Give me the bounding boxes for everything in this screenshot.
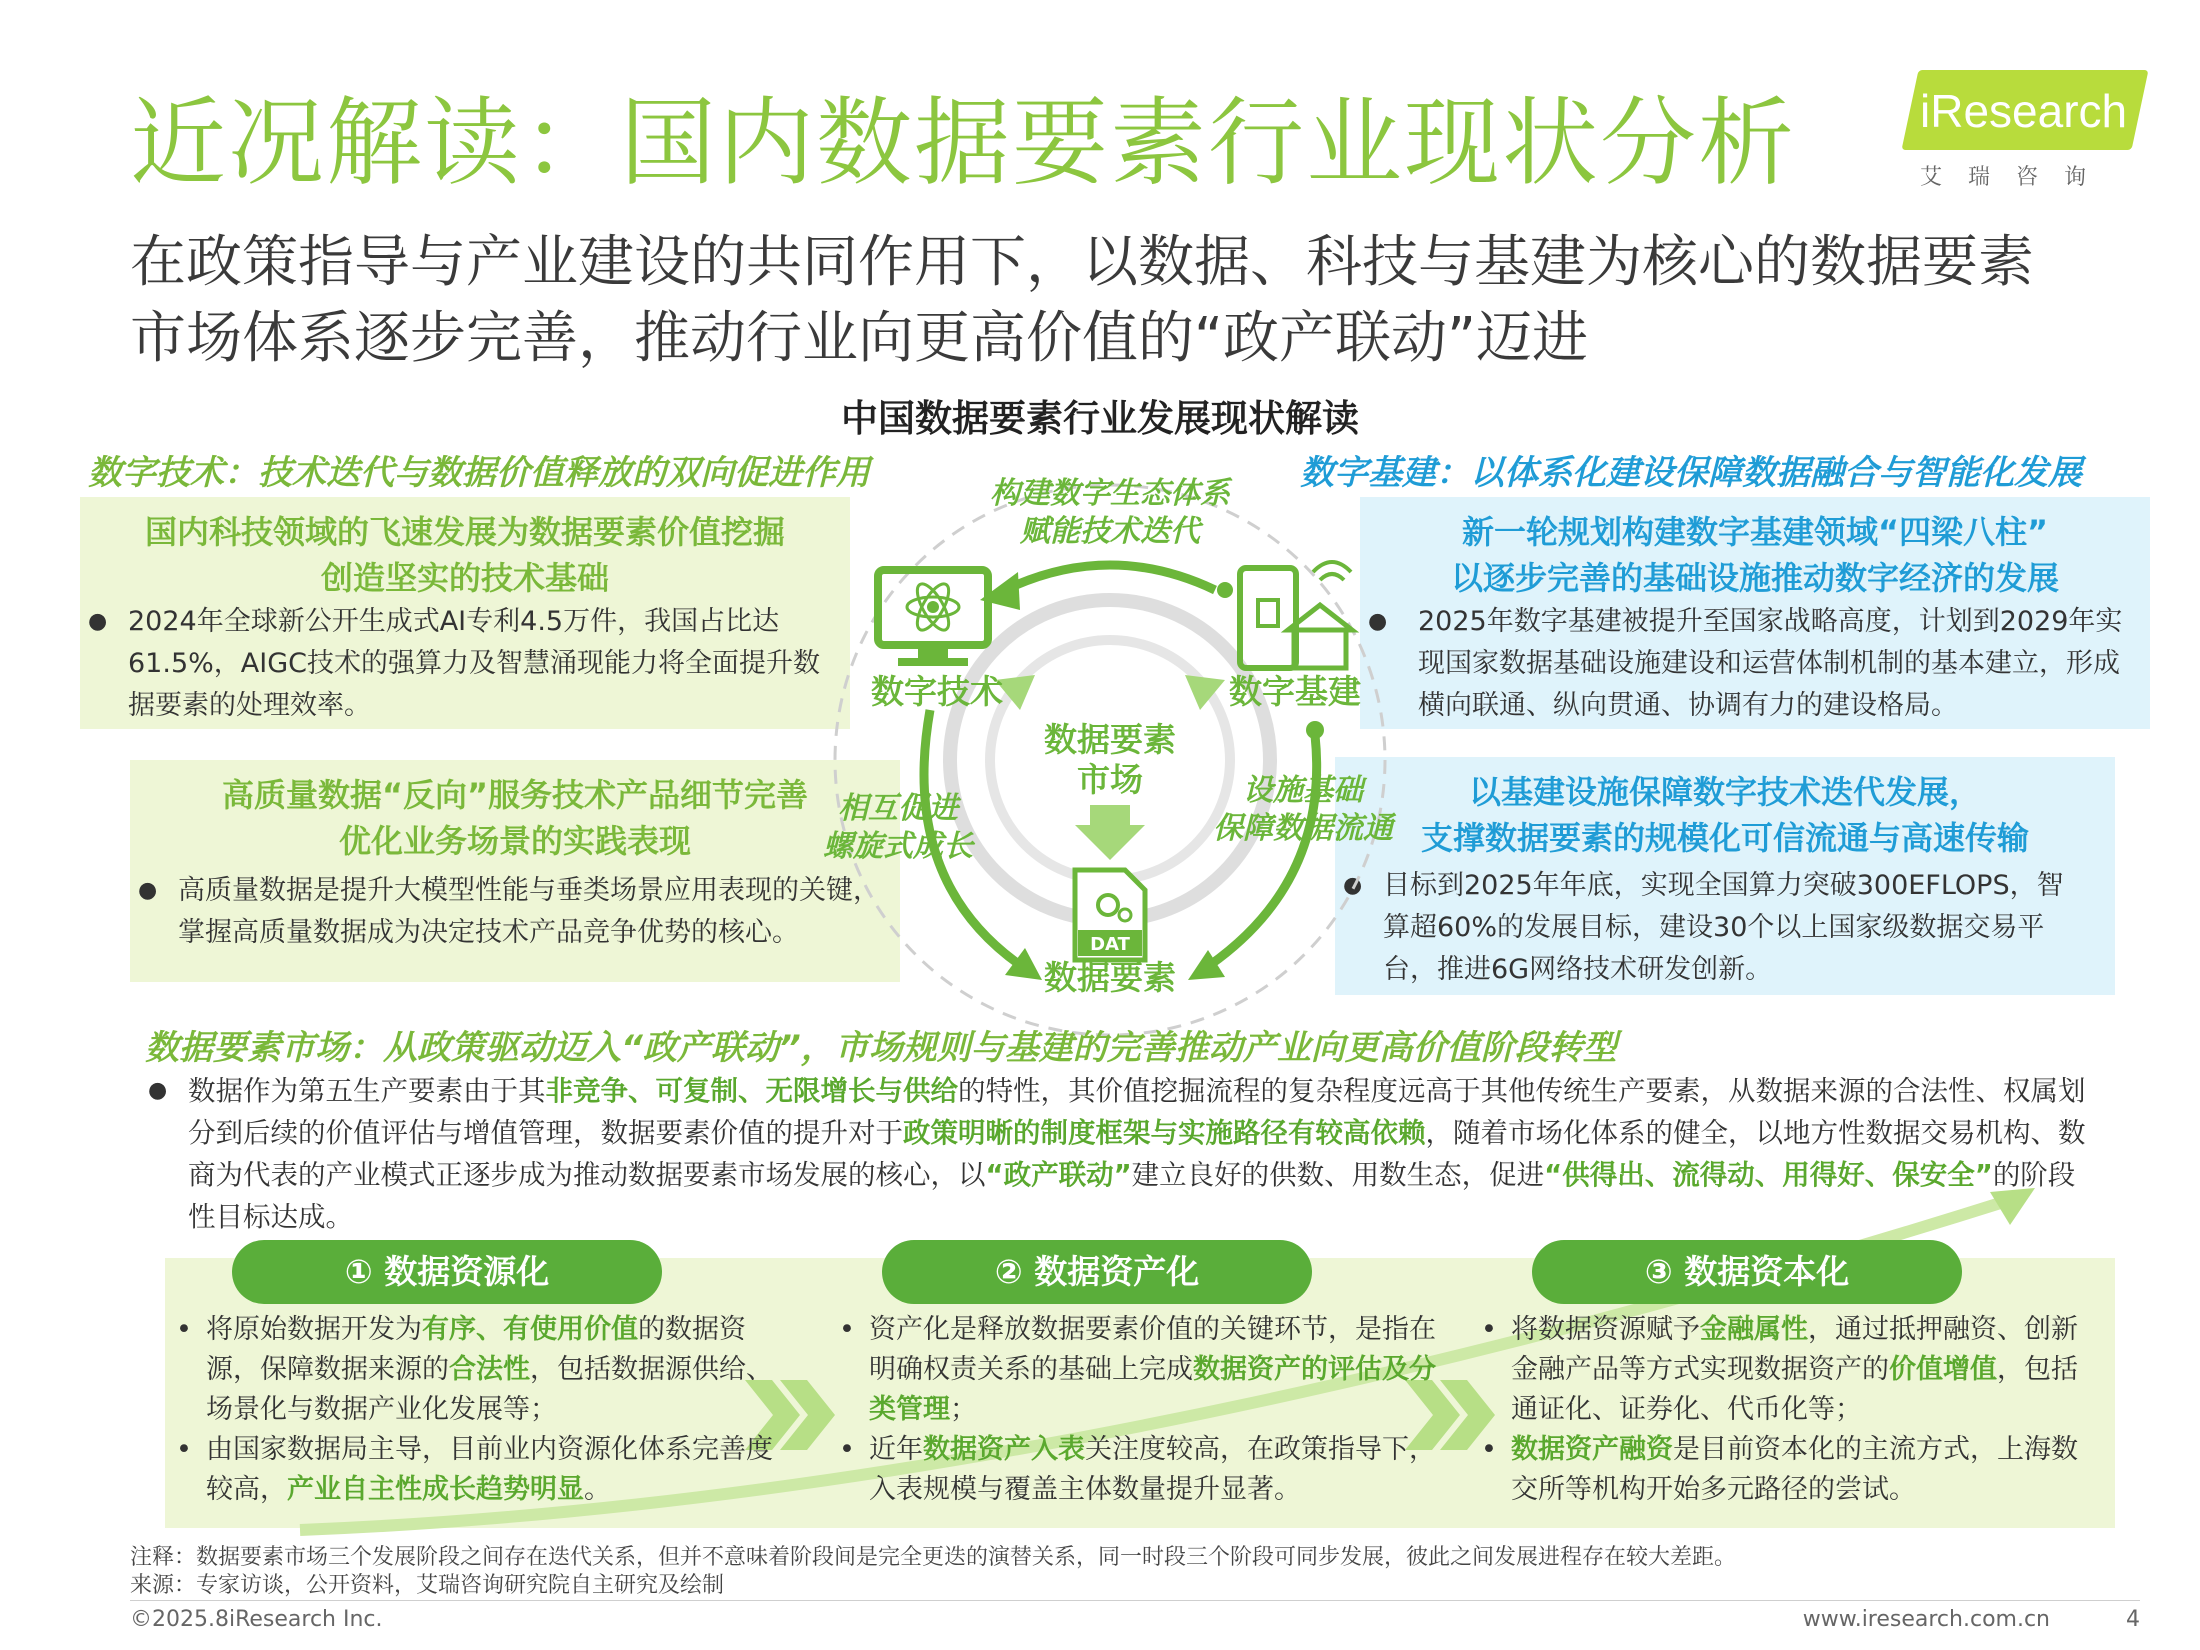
body-text: ，包括通证化、证券化、代币化等； [1511,1354,2078,1425]
body-text: 由国家数据局主导，目前业内资源化体系完善度较高， [206,1434,773,1505]
copyright: ©2025.8iResearch Inc. [130,1607,383,1632]
stage-3-bullet-2 [1475,1430,2095,1510]
right-box-infrastructure-plan [1360,497,2150,729]
market-section-heading: 数据要素市场：从政策驱动迈入“政产联动”，市场规则与基建的完善推动产业向更高价值阶段转型 [145,1028,1617,1068]
right-box2-bullet: ● 目标到2025年年底，实现全国算力突破300EFLOPS，智算超60%的发展目标，建设30个以上国家级数据交易平台，推进6G网络技术研发创新。 [1335,865,2075,991]
left-box2-head2: 优化业务场景的实践表现 [338,822,691,860]
right-box1-head1: 新一轮规划构建数字基建领域“四梁八柱” [1461,513,2049,551]
highlight-text: 合法性 [449,1354,530,1385]
right-arc-label-2: 保障数据流通 [1213,811,1393,846]
right-box1-head2: 以逐步完善的基础设施推动数字经济的发展 [1450,559,2059,597]
highlight-text: 数据资产的评估及分类管理 [869,1354,1436,1425]
center-label-1: 数据要素 [1044,720,1176,759]
center-label-2: 市场 [1077,760,1143,799]
highlight-text: 价值增值 [1889,1354,1997,1385]
website-url: www.iresearch.com.cn [1802,1607,2050,1632]
node-digital-infra: 数字基建 [1229,672,1361,711]
tech-computer-icon [878,570,988,666]
left-section-heading: 数字技术：技术迭代与数据价值释放的双向促进作用 [88,453,870,493]
left-arc-label [818,790,978,866]
diagram-title: 中国数据要素行业发展现状解读 [841,397,1359,440]
body-text: 近年 [869,1434,923,1465]
highlight-text: 数据资产融资 [1511,1434,1673,1465]
stage-3-bullet-1 [1475,1310,2095,1430]
market-text-4: 建立良好的供数、用数生态，促进 [1131,1159,1545,1191]
source-text: 来源：专家访谈，公开资料，艾瑞咨询研究院自主研究及绘制 [130,1573,725,1598]
right-box1-bullet: ● 2025年数字基建被提升至国家战略高度，计划到2029年实现国家数据基础设施建设和运营体制机制的基本建立，形成横向联通、纵向贯通、协调有力的建设格局。 [1360,601,2140,727]
left-box-tech-foundation [80,497,850,729]
right-arc-label [1198,772,1408,848]
dat-file-icon [1075,870,1145,960]
stage-1-bullet-2 [170,1430,790,1510]
body-text: 关注度较高，在政策指导下，入表规模与覆盖主体数量提升显著。 [869,1434,1436,1505]
body-text: 将数据资源赋予 [1511,1314,1700,1345]
market-text-2: 的特性，其价值挖掘流程的复杂程度远高于其他传统生产要素，从数据来源的合法性、权属划分到后续的价值评估与增值管理，数据要素价值的提升对于 [188,1075,2086,1149]
left-box1-bullet: ● 2024年全球新公开生成式AI专利4.5万件，我国占比达61.5%，AIGC技术的强算力及智慧涌现能力将全面提升数据要素的处理效率。 [80,601,840,727]
page-subtitle: 在政策指导与产业建设的共同作用下，以数据、科技与基建为核心的数据要素市场体系逐步完善，推动行业向更高价值的“政产联动”迈进 [130,230,2034,371]
logo-text: iResearch [1920,85,2128,137]
stage-3-label: ③ 数据资本化 [1532,1240,1962,1304]
footer-divider [130,1600,2140,1601]
top-arc-arrow [1005,565,1215,590]
top-arc-dot [1217,582,1233,598]
body-text: 是目前资本化的主流方式，上海数交所等机构开始多元路径的尝试。 [1511,1434,2078,1505]
body-text: 的数据资源，保障数据来源的 [206,1314,746,1385]
market-text-5: 的阶段性目标达成。 [188,1159,2076,1233]
right-box2-head1: 以基建设施保障数字技术迭代发展， [1468,773,1981,811]
stage-1-bullet-1 [170,1310,790,1430]
left-box1-head1: 国内科技领域的飞速发展为数据要素价值挖掘 [144,513,785,551]
page-title: 近况解读：国内数据要素行业现状分析 [130,87,1796,199]
logo-subtext: 艾瑞咨询 [1920,165,2113,190]
dat-label: DAT [1090,934,1130,955]
body-text: 资产化是释放数据要素价值的关键环节，是指在明确权责关系的基础上完成 [869,1314,1436,1385]
highlight-text: 金融属性 [1700,1314,1808,1345]
right-box2-head2: 支撑数据要素的规模化可信流通与高速传输 [1420,819,2029,857]
stage-2-label: ② 数据资产化 [882,1240,1312,1304]
right-arc-label-1: 设施基础 [1243,773,1363,808]
body-text: 。 [584,1474,611,1505]
stage-2-bullet-1 [833,1310,1453,1430]
body-text: ，通过抵押融资、创新金融产品等方式实现数据资产的 [1511,1314,2078,1385]
stage-2-bullet-2 [833,1430,1453,1510]
left-box2-head1: 高质量数据“反向”服务技术产品细节完善 [221,776,809,814]
cycle-top-label [960,475,1260,551]
cycle-top-label-2: 赋能技术迭代 [1020,514,1200,549]
highlight-text: 数据资产入表 [923,1434,1085,1465]
right-box-infrastructure-support [1335,757,2115,995]
left-box2-bullet: ● 高质量数据是提升大模型性能与垂类场景应用表现的关键，掌握高质量数据成为决定技术产品竞争优势的核心。 [130,870,900,954]
market-highlight-3: “政产联动” [985,1159,1132,1191]
market-text-1: 数据作为第五生产要素由于其 [188,1075,546,1107]
left-box1-head2: 创造坚实的技术基础 [320,559,609,597]
right-arc-dot [1306,721,1324,739]
stage-1-label: ① 数据资源化 [232,1240,662,1304]
infrastructure-phone-house-icon [1240,562,1352,668]
node-digital-tech: 数字技术 [871,672,1003,711]
highlight-text: 产业自主性成长趋势明显 [287,1474,584,1505]
page-number: 4 [2126,1607,2140,1632]
stage-1-body [170,1310,790,1510]
node-data-element: 数据要素 [1044,958,1176,997]
inner-arrow-down [1075,805,1145,860]
body-text: 将原始数据开发为 [206,1314,422,1345]
cycle-top-label-1: 构建数字生态体系 [990,476,1230,511]
highlight-text: 有序、有使用价值 [422,1314,638,1345]
market-highlight-4: “供得出、流得动、用得好、保安全” [1544,1159,1993,1191]
market-highlight-2: 政策明晰的制度框架与实施路径有较高依赖 [903,1117,1426,1149]
body-text: ； [950,1394,977,1425]
center-market-label [1030,720,1190,800]
stage-3-body [1475,1310,2095,1510]
left-arc-label-1: 相互促进 [838,791,958,826]
right-section-heading: 数字基建：以体系化建设保障数据融合与智能化发展 [1300,453,2082,493]
iresearch-logo [1880,70,2140,190]
market-highlight-1: 非竞争、可复制、无限增长与供给 [545,1075,958,1107]
left-arc-label-2: 螺旋式成长 [823,829,973,864]
body-text: ，包括数据源供给、场景化与数据产业化发展等； [206,1354,773,1425]
stage-2-body [833,1310,1453,1510]
left-box-quality-data [130,760,900,982]
note-text: 注释：数据要素市场三个发展阶段之间存在迭代关系，但并不意味着阶段间是完全更迭的演替关系，同一时段三个阶段可同步发展，彼此之间发展进程存在较大差距。 [130,1545,1737,1570]
market-text-3: ，随着市场化体系的健全，以地方性数据交易机构、数商为代表的产业模式正逐步成为推动数据要素市场发展的核心，以 [188,1117,2086,1191]
